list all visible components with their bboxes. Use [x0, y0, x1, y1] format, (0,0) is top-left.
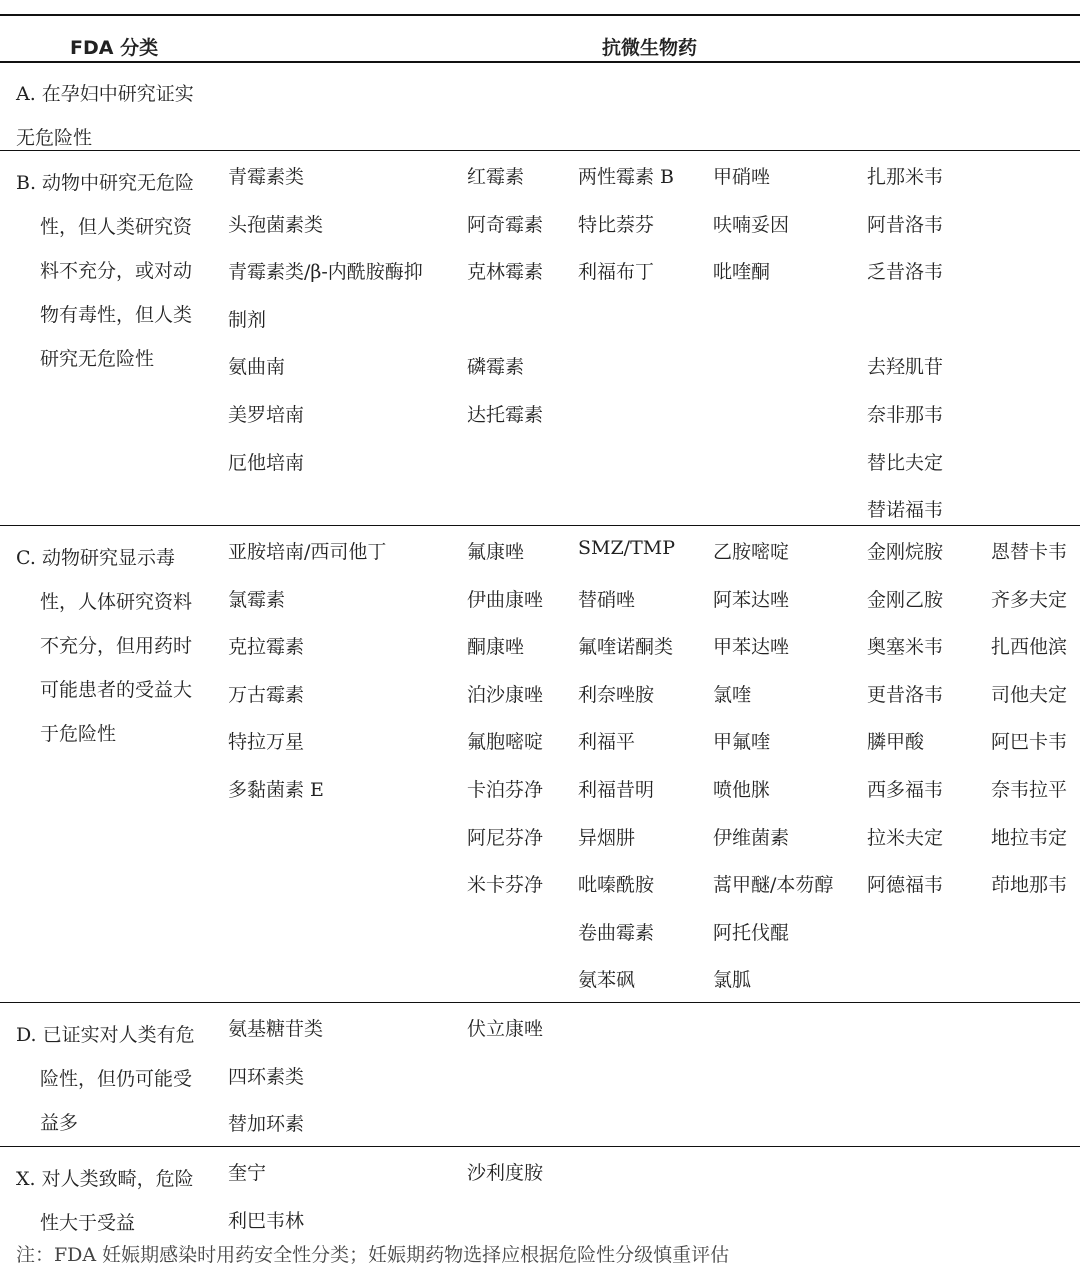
category-c-line: C. 动物研究显示毒 [16, 547, 175, 569]
category-d-line: 险性，但仍可能受 [40, 1068, 193, 1090]
drug-cell: 青霉素类 [228, 166, 305, 188]
category-b-line: 性，但人类研究资 [40, 216, 193, 238]
drug-cell: 喷他脒 [713, 779, 771, 801]
category-b-line: 物有毒性，但人类 [40, 304, 193, 326]
drug-cell: 氨曲南 [228, 356, 286, 378]
drug-cell: 扎那米韦 [867, 166, 944, 188]
header-bottom-rule [0, 61, 1080, 63]
category-d [16, 1013, 212, 1145]
drug-cell: 厄他培南 [228, 452, 305, 474]
category-c-line: 不充分，但用药时 [40, 635, 193, 657]
drug-cell: 阿德福韦 [867, 874, 944, 896]
header-antimicrobial: 抗微生物药 [602, 37, 698, 59]
drug-cell: 利福平 [578, 731, 636, 753]
drug-cell: 替硝唑 [578, 589, 636, 611]
drug-cell: 伊曲康唑 [467, 589, 544, 611]
drug-cell: 吡嗪酰胺 [578, 874, 655, 896]
drug-cell: 金刚乙胺 [867, 589, 944, 611]
drug-cell: 青霉素类/β-内酰胺酶抑 [228, 261, 423, 283]
drug-cell: 甲硝唑 [713, 166, 771, 188]
drug-cell: 金刚烷胺 [867, 541, 944, 563]
drug-cell: 拉米夫定 [867, 827, 944, 849]
drug-cell: 利奈唑胺 [578, 684, 655, 706]
drug-cell: 呋喃妥因 [713, 214, 790, 236]
drug-cell: 万古霉素 [228, 684, 305, 706]
drug-cell: 异烟肼 [578, 827, 636, 849]
drug-cell: 氯霉素 [228, 589, 286, 611]
drug-cell: 红霉素 [467, 166, 525, 188]
drug-cell: 达托霉素 [467, 404, 544, 426]
drug-cell: 甲氟喹 [713, 731, 771, 753]
drug-cell: 头孢菌素类 [228, 214, 324, 236]
category-a-line: A. 在孕妇中研究证实 [16, 83, 194, 105]
row-d-bottom-rule [0, 1146, 1080, 1147]
drug-cell: 膦甲酸 [867, 731, 925, 753]
drug-cell: 沙利度胺 [467, 1162, 544, 1184]
drug-cell: 地拉韦定 [991, 827, 1068, 849]
category-a [16, 72, 212, 160]
drug-cell: 阿奇霉素 [467, 214, 544, 236]
drug-cell: 阿巴卡韦 [991, 731, 1068, 753]
drug-cell: 卷曲霉素 [578, 922, 655, 944]
drug-cell: 奎宁 [228, 1162, 267, 1184]
drug-cell: 伊维菌素 [713, 827, 790, 849]
drug-cell: 阿苯达唑 [713, 589, 790, 611]
drug-cell: 奈非那韦 [867, 404, 944, 426]
drug-cell: 四环素类 [228, 1066, 305, 1088]
drug-cell: 替诺福韦 [867, 499, 944, 521]
drug-cell: 酮康唑 [467, 636, 525, 658]
drug-cell: 替比夫定 [867, 452, 944, 474]
drug-cell: 西多福韦 [867, 779, 944, 801]
drug-cell: 利巴韦林 [228, 1210, 305, 1232]
drug-cell: 克林霉素 [467, 261, 544, 283]
category-b-line: 研究无危险性 [40, 348, 155, 370]
drug-cell: SMZ/TMP [578, 537, 675, 559]
drug-cell: 卡泊芬净 [467, 779, 544, 801]
drug-cell: 恩替卡韦 [991, 541, 1068, 563]
table-top-rule [0, 14, 1080, 16]
drug-cell: 氯胍 [713, 969, 752, 991]
category-b-line: 料不充分，或对动 [40, 260, 193, 282]
drug-cell: 甲苯达唑 [713, 636, 790, 658]
drug-cell: 司他夫定 [991, 684, 1068, 706]
drug-cell: 茚地那韦 [991, 874, 1068, 896]
drug-cell: 多黏菌素 E [228, 779, 324, 801]
row-c-bottom-rule [0, 1002, 1080, 1003]
header-fda-class: FDA 分类 [70, 37, 159, 59]
drug-cell: 乏昔洛韦 [867, 261, 944, 283]
drug-cell: 齐多夫定 [991, 589, 1068, 611]
row-b-bottom-rule [0, 525, 1080, 526]
drug-cell: 扎西他滨 [991, 636, 1068, 658]
drug-cell: 乙胺嘧啶 [713, 541, 790, 563]
drug-cell: 氨基糖苷类 [228, 1018, 324, 1040]
drug-cell: 米卡芬净 [467, 874, 544, 896]
category-b [16, 161, 212, 381]
drug-cell: 泊沙康唑 [467, 684, 544, 706]
drug-cell: 吡喹酮 [713, 261, 771, 283]
category-c-line: 性，人体研究资料 [40, 591, 193, 613]
category-b-line: B. 动物中研究无危险 [16, 172, 195, 194]
drug-cell: 奈韦拉平 [991, 779, 1068, 801]
drug-cell: 阿托伐醌 [713, 922, 790, 944]
drug-cell: 美罗培南 [228, 404, 305, 426]
category-c [16, 536, 212, 756]
category-d-line: 益多 [40, 1112, 79, 1134]
drug-cell: 氟康唑 [467, 541, 525, 563]
drug-cell: 特拉万星 [228, 731, 305, 753]
category-c-line: 于危险性 [40, 723, 117, 745]
category-x-line: X. 对人类致畸，危险 [16, 1168, 194, 1190]
drug-cell: 奥塞米韦 [867, 636, 944, 658]
category-d-line: D. 已证实对人类有危 [16, 1024, 195, 1046]
drug-cell: 去羟肌苷 [867, 356, 944, 378]
drug-cell: 伏立康唑 [467, 1018, 544, 1040]
drug-cell: 特比萘芬 [578, 214, 655, 236]
drug-cell: 亚胺培南/西司他丁 [228, 541, 387, 563]
drug-cell: 利福昔明 [578, 779, 655, 801]
drug-cell: 氟胞嘧啶 [467, 731, 544, 753]
drug-cell: 更昔洛韦 [867, 684, 944, 706]
drug-cell: 氨苯砜 [578, 969, 636, 991]
drug-cell: 克拉霉素 [228, 636, 305, 658]
drug-cell: 两性霉素 B [578, 166, 675, 188]
category-x-line: 性大于受益 [40, 1212, 136, 1234]
drug-cell: 阿昔洛韦 [867, 214, 944, 236]
category-a-line: 无危险性 [16, 127, 93, 149]
drug-cell: 制剂 [228, 309, 267, 331]
drug-cell: 阿尼芬净 [467, 827, 544, 849]
drug-cell: 蒿甲醚/本芴醇 [713, 874, 834, 896]
footnote: 注：FDA 妊娠期感染时用药安全性分类；妊娠期药物选择应根据危险性分级慎重评估 [16, 1244, 730, 1266]
category-x [16, 1157, 212, 1245]
drug-cell: 替加环素 [228, 1113, 305, 1135]
drug-cell: 氯喹 [713, 684, 752, 706]
drug-cell: 磷霉素 [467, 356, 525, 378]
drug-cell: 利福布丁 [578, 261, 655, 283]
drug-cell: 氟喹诺酮类 [578, 636, 674, 658]
category-c-line: 可能患者的受益大 [40, 679, 193, 701]
